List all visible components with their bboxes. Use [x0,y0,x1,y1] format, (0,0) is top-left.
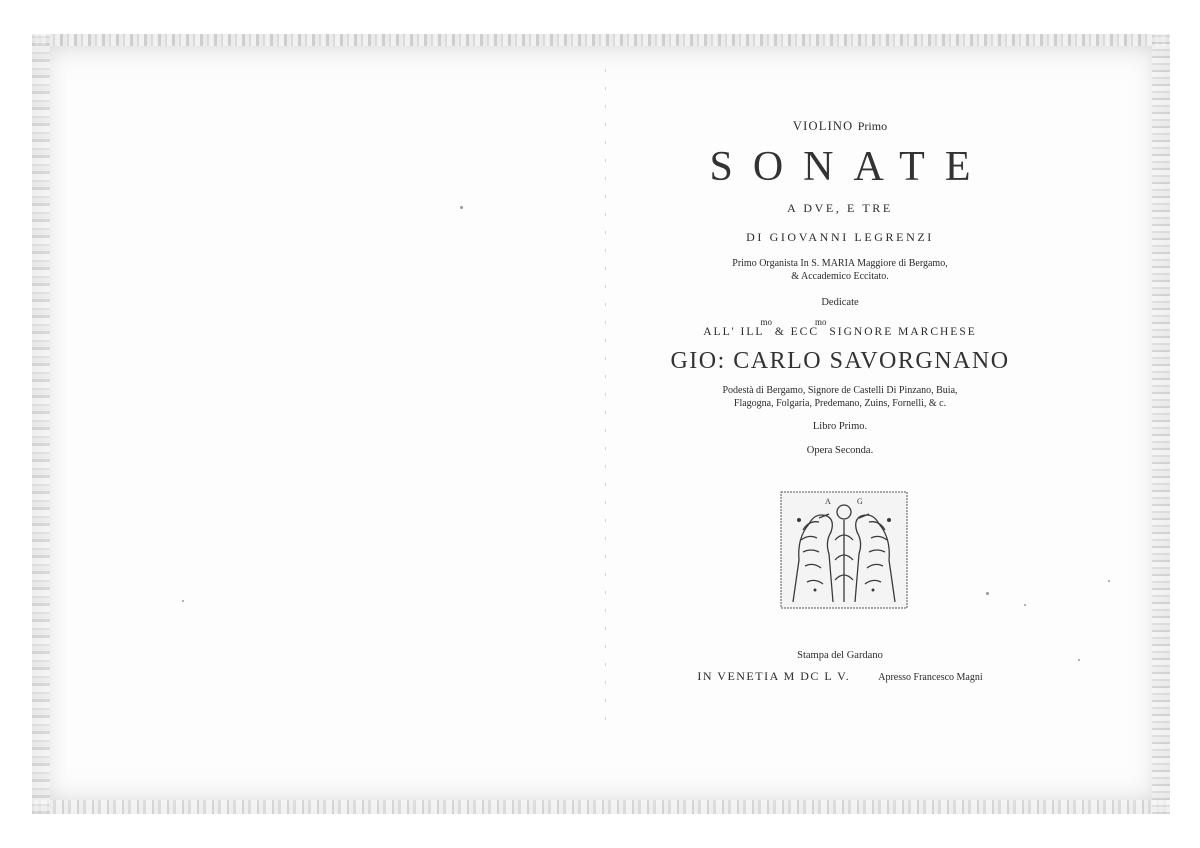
scan-edge-top [32,34,1170,46]
dedicatee-titles-line-1: Podestà di Bergamo, Signore de Castelli Di Pinzano, Buia, [722,385,958,396]
composer-line: DI GIOVANNI LEGRENZI [746,230,934,244]
book-number: Libro Primo. [812,421,868,432]
speck [182,600,184,602]
dedication-part-3: SIGNORE MARCHESE [829,326,977,338]
violino-line [580,119,1100,134]
place-and-date: IN VENETIA M DC L V. [697,669,851,683]
superscript-2: mo [815,317,827,327]
dedication-line [580,317,1100,338]
speck [986,592,989,595]
scan-edge-left [32,34,50,814]
violino-small: Primo [857,119,888,133]
composer-post-line-1: Primo Organista In S. MARIA Maggiore di Bergamo, [732,258,948,269]
speck [1108,580,1110,582]
speck [1024,604,1026,606]
emblem-letter-a: A [825,497,831,506]
subtitle: A DVE, E TRE [787,201,893,215]
printer-device-lions-icon [779,490,909,610]
dedicate-label: Dedicate [821,297,859,308]
printer-line: Stampa del Gardano [797,650,883,661]
scan-edge-right [1152,34,1170,814]
dedicatee-titles-line-2: Flagogna, Folgaria, Predemano, Zuins, Fornelli, & c. [733,398,947,409]
main-title: SONATE [709,144,991,190]
scan-edge-bottom [32,800,1170,814]
dedicatee-name: GIO: CARLO SAVORGNANO [670,348,1010,374]
publisher: Apresso Francesco Magni [878,672,983,683]
dedication-part-2: & ECC [774,326,820,338]
speck [460,206,463,209]
dedication-part-1: ALL' ILL [703,326,765,338]
imprint-line [580,669,1100,684]
opus-number: Opera Seconda. [806,445,874,456]
violino-caps: VIOLINO [792,119,854,133]
composer-post-line-2: & Accademico Eccitato. [791,271,889,282]
emblem-letter-g: G [857,497,863,506]
superscript-1: mo [760,317,772,327]
